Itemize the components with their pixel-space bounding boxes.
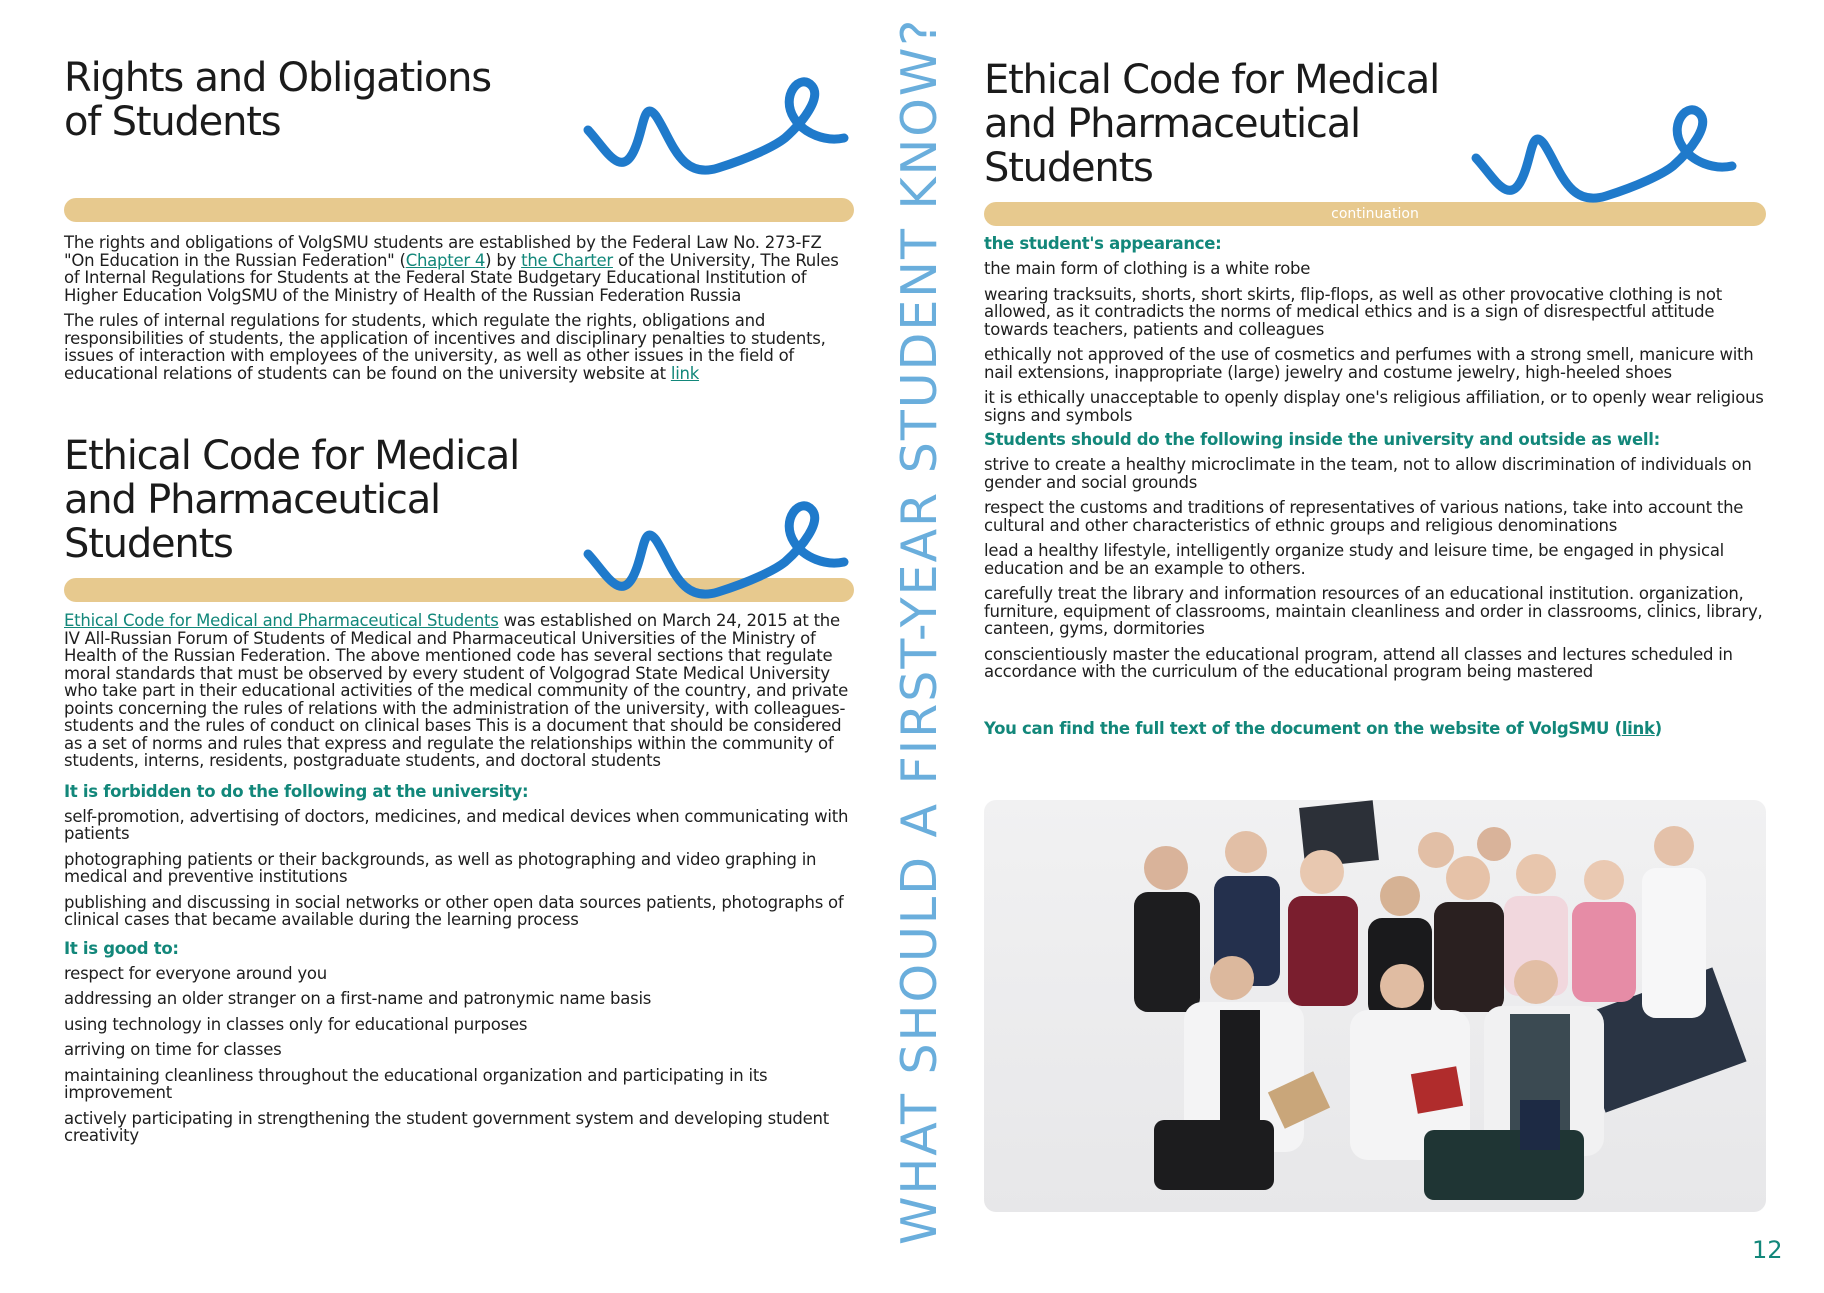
right-column: [984, 50, 1766, 745]
appearance-list: [984, 260, 1766, 424]
vertical-title: WHAT SHOULD A FIRST-YEAR STUDENT KNOW?: [891, 17, 948, 1245]
list-item: ethically not approved of the use of cosmetics and perfumes with a strong smell, manicure with nail extensions, inappropriate (large) jewelry and costume jewelry, high-heeled shoes: [984, 345, 1754, 382]
list-item: maintaining cleanliness throughout the educational organization and participating in its improvement: [64, 1065, 768, 1102]
left-column: [64, 50, 854, 1153]
ethics-intro: Ethical Code for Medical and Pharmaceutical Students was established on March 24, 2015 at the IV All-Russian Forum of Students of Medical and Pharmaceutical Universities of the Ministry of Health of the Russian Federation. The above mentioned code has several sections that regulate moral standards that must be observed by every student of Volgograd State Medical University who take part in their educational activities of the medical community of the country, and private points concerning the rules of relations with the administration of the university, with colleagues-students and the rules of conduct on clinical bases This is a document that should be considered as a set of norms and rules that express and regulate the relationships within the community of students, interns, residents, postgraduate students, and doctoral students: [64, 611, 848, 770]
squiggle-decoration-icon: [580, 68, 850, 178]
should-title: Students should do the following inside the university and outside as well:: [984, 430, 1660, 449]
full-text-note: You can find the full text of the document on the website of VolgSMU (link): [984, 718, 1662, 738]
list-item: the main form of clothing is a white robe: [984, 259, 1311, 278]
list-item: actively participating in strengthening the student government system and developing student creativity: [64, 1108, 829, 1145]
section-band: [64, 198, 854, 222]
squiggle-decoration-icon: [580, 492, 850, 602]
ethical-code-link[interactable]: Ethical Code for Medical and Pharmaceutical Students: [64, 611, 499, 630]
list-item: photographing patients or their backgrounds, as well as photographing and video graphing in medical and preventive institutions: [64, 849, 817, 886]
list-item: wearing tracksuits, shorts, short skirts, flip-flops, as well as other provocative clothing is not allowed, as it contradicts the norms of medical ethics and is a sign of disrespectful attitude towards teachers, patients and colleagues: [984, 284, 1722, 339]
squiggle-decoration-icon: [1468, 96, 1738, 206]
rights-paragraph-2: The rules of internal regulations for students, which regulate the rights, obligations and responsibilities of students, the application of incentives and disciplinary penalties to students, issues of interaction with employees of the university, as well as other issues in the field of educational relations of students can be found on the university website at link: [64, 311, 826, 383]
list-item: respect for everyone around you: [64, 963, 327, 983]
ethics-heading: Ethical Code for Medical and Pharmaceutical Students: [64, 433, 520, 567]
list-item: lead a healthy lifestyle, intelligently organize study and leisure time, be engaged in physical education and be an example to others.: [984, 541, 1725, 578]
page-number: 12: [1752, 1236, 1783, 1264]
appearance-title: the student's appearance:: [984, 234, 1222, 253]
ethics-continuation-heading: Ethical Code for Medical and Pharmaceutical Students: [984, 57, 1440, 191]
list-item: using technology in classes only for educational purposes: [64, 1014, 528, 1034]
list-item: respect the customs and traditions of representatives of various nations, take into account the cultural and other characteristics of ethnic groups and religious denominations: [984, 498, 1744, 535]
list-item: conscientiously master the educational program, attend all classes and lectures scheduled in accordance with the curriculum of the educational program being mastered: [984, 644, 1733, 681]
list-item: carefully treat the library and information resources of an educational institution. organization, furniture, equipment of classrooms, maintain cleanliness and order in classrooms, clinics, library, canteen, gyms, dormitories: [984, 584, 1763, 638]
list-item: arriving on time for classes: [64, 1040, 282, 1059]
chapter-4-link[interactable]: Chapter 4: [405, 250, 486, 270]
volgsmu-link[interactable]: link: [1621, 718, 1655, 738]
good-title: It is good to:: [64, 938, 179, 958]
rights-heading: Rights and Obligations of Students: [64, 55, 491, 145]
forbidden-title: It is forbidden to do the following at the university:: [64, 781, 529, 801]
continuation-band: continuation: [984, 202, 1766, 226]
group-photo-students: [984, 800, 1766, 1212]
charter-link[interactable]: the Charter: [521, 250, 613, 270]
should-list: [984, 456, 1766, 681]
list-item: strive to create a healthy microclimate in the team, not to allow discrimination of individuals on gender and social grounds: [984, 455, 1752, 492]
rules-link[interactable]: link: [670, 363, 700, 383]
rights-paragraph-1: The rights and obligations of VolgSMU students are established by the Federal Law No. 273-FZ "On Education in the Russian Federation" (Chapter 4) by the Charter of the University, The Rules of Internal Regulations for Students at the Federal State Budgetary Educational Institution of Higher Education VolgSMU of the Ministry of Health of the Russian Federation Russia: [64, 233, 839, 305]
list-item: self-promotion, advertising of doctors, medicines, and medical devices when communicating with patients: [64, 806, 849, 843]
list-item: publishing and discussing in social networks or other open data sources patients, photographs of clinical cases that became available during the learning process: [64, 892, 844, 929]
forbidden-list: [64, 808, 854, 929]
good-list: [64, 965, 854, 1145]
list-item: it is ethically unacceptable to openly display one's religious affiliation, or to openly wear religious signs and symbols: [984, 388, 1764, 425]
group-photo-illustration: [984, 800, 1766, 1212]
list-item: addressing an older stranger on a first-name and patronymic name basis: [64, 989, 652, 1008]
